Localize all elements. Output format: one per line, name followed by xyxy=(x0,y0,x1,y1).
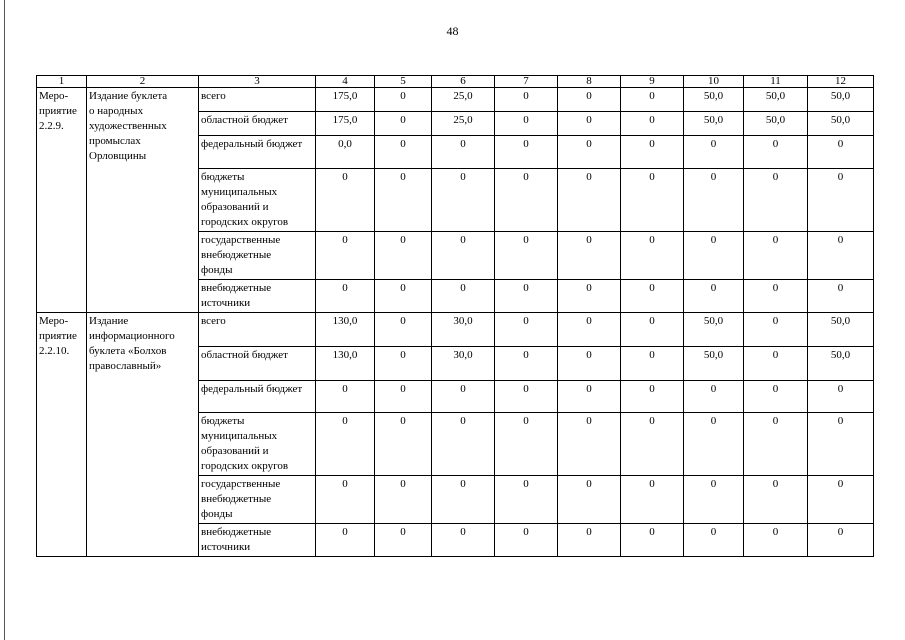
column-header-3: 3 xyxy=(199,76,316,88)
column-header-12: 12 xyxy=(808,76,874,88)
value-cell: 0 xyxy=(432,381,495,413)
value-cell: 0 xyxy=(432,136,495,169)
value-cell: 50,0 xyxy=(808,112,874,136)
value-cell: 0 xyxy=(684,136,744,169)
value-cell: 0 xyxy=(375,169,432,232)
value-cell: 0 xyxy=(375,88,432,112)
value-cell: 0 xyxy=(432,169,495,232)
value-cell: 0 xyxy=(495,347,558,381)
value-cell: 0 xyxy=(495,413,558,476)
value-cell: 0 xyxy=(316,476,375,524)
value-cell: 0 xyxy=(621,232,684,280)
value-cell: 0 xyxy=(621,524,684,557)
page-left-edge xyxy=(4,0,5,640)
value-cell: 0 xyxy=(316,381,375,413)
column-header-2: 2 xyxy=(87,76,199,88)
value-cell: 0 xyxy=(375,136,432,169)
value-cell: 0 xyxy=(808,169,874,232)
measure-code: Меро- приятие 2.2.9. xyxy=(37,88,87,313)
value-cell: 0 xyxy=(375,112,432,136)
value-cell: 0 xyxy=(621,88,684,112)
funding-source: внебюджетные источники xyxy=(199,280,316,313)
value-cell: 50,0 xyxy=(684,313,744,347)
column-header-11: 11 xyxy=(744,76,808,88)
value-cell: 0 xyxy=(558,313,621,347)
value-cell: 0 xyxy=(744,136,808,169)
value-cell: 50,0 xyxy=(808,347,874,381)
funding-source: всего xyxy=(199,313,316,347)
value-cell: 0 xyxy=(621,476,684,524)
funding-source: всего xyxy=(199,88,316,112)
value-cell: 0 xyxy=(744,280,808,313)
measure-name: Издание информационного буклета «Болхов православный» xyxy=(87,313,199,557)
value-cell: 50,0 xyxy=(684,88,744,112)
measure-name: Издание буклета о народных художественных промыслах Орловщины xyxy=(87,88,199,313)
value-cell: 0 xyxy=(558,524,621,557)
value-cell: 0 xyxy=(558,112,621,136)
funding-source: областной бюджет xyxy=(199,112,316,136)
value-cell: 0 xyxy=(432,413,495,476)
value-cell: 0 xyxy=(808,413,874,476)
budget-table xyxy=(36,75,874,557)
value-cell: 0 xyxy=(316,524,375,557)
value-cell: 0 xyxy=(621,169,684,232)
value-cell: 50,0 xyxy=(808,88,874,112)
value-cell: 0 xyxy=(558,169,621,232)
value-cell: 0 xyxy=(744,169,808,232)
value-cell: 0 xyxy=(558,413,621,476)
value-cell: 0 xyxy=(375,413,432,476)
value-cell: 0 xyxy=(621,381,684,413)
funding-source: внебюджетные источники xyxy=(199,524,316,557)
column-header-1: 1 xyxy=(37,76,87,88)
value-cell: 0 xyxy=(744,347,808,381)
value-cell: 0 xyxy=(558,347,621,381)
header-row xyxy=(37,76,874,88)
value-cell: 0,0 xyxy=(316,136,375,169)
value-cell: 25,0 xyxy=(432,112,495,136)
value-cell: 50,0 xyxy=(684,347,744,381)
table-body xyxy=(37,76,874,557)
column-header-10: 10 xyxy=(684,76,744,88)
value-cell: 0 xyxy=(684,280,744,313)
value-cell: 0 xyxy=(744,232,808,280)
value-cell: 0 xyxy=(316,232,375,280)
value-cell: 0 xyxy=(744,524,808,557)
value-cell: 0 xyxy=(808,280,874,313)
value-cell: 0 xyxy=(432,524,495,557)
value-cell: 0 xyxy=(621,347,684,381)
value-cell: 0 xyxy=(744,413,808,476)
value-cell: 0 xyxy=(375,313,432,347)
value-cell: 30,0 xyxy=(432,313,495,347)
value-cell: 0 xyxy=(495,169,558,232)
value-cell: 0 xyxy=(432,280,495,313)
value-cell: 0 xyxy=(558,88,621,112)
value-cell: 0 xyxy=(375,476,432,524)
value-cell: 50,0 xyxy=(684,112,744,136)
measure-code: Меро- приятие 2.2.10. xyxy=(37,313,87,557)
funding-source: государственные внебюджетные фонды xyxy=(199,232,316,280)
value-cell: 0 xyxy=(744,313,808,347)
value-cell: 130,0 xyxy=(316,313,375,347)
value-cell: 0 xyxy=(495,232,558,280)
value-cell: 0 xyxy=(495,381,558,413)
value-cell: 0 xyxy=(375,381,432,413)
funding-source: федеральный бюджет xyxy=(199,381,316,413)
funding-source: бюджеты муниципальных образований и городских округов xyxy=(199,413,316,476)
value-cell: 0 xyxy=(375,347,432,381)
value-cell: 0 xyxy=(375,524,432,557)
funding-source: бюджеты муниципальных образований и городских округов xyxy=(199,169,316,232)
value-cell: 50,0 xyxy=(808,313,874,347)
value-cell: 0 xyxy=(621,280,684,313)
column-header-6: 6 xyxy=(432,76,495,88)
value-cell: 50,0 xyxy=(744,88,808,112)
value-cell: 0 xyxy=(621,413,684,476)
column-header-4: 4 xyxy=(316,76,375,88)
value-cell: 0 xyxy=(684,169,744,232)
column-header-9: 9 xyxy=(621,76,684,88)
value-cell: 25,0 xyxy=(432,88,495,112)
value-cell: 0 xyxy=(808,381,874,413)
value-cell: 0 xyxy=(495,136,558,169)
value-cell: 0 xyxy=(558,280,621,313)
funding-source: областной бюджет xyxy=(199,347,316,381)
value-cell: 0 xyxy=(495,112,558,136)
page-number: 48 xyxy=(446,24,459,38)
column-header-7: 7 xyxy=(495,76,558,88)
value-cell: 0 xyxy=(495,524,558,557)
table-row xyxy=(37,88,874,112)
value-cell: 0 xyxy=(316,169,375,232)
value-cell: 50,0 xyxy=(744,112,808,136)
value-cell: 0 xyxy=(375,232,432,280)
funding-source: государственные внебюджетные фонды xyxy=(199,476,316,524)
value-cell: 0 xyxy=(744,381,808,413)
value-cell: 130,0 xyxy=(316,347,375,381)
column-header-5: 5 xyxy=(375,76,432,88)
value-cell: 0 xyxy=(558,381,621,413)
value-cell: 0 xyxy=(558,476,621,524)
value-cell: 0 xyxy=(495,476,558,524)
value-cell: 0 xyxy=(558,232,621,280)
value-cell: 0 xyxy=(495,88,558,112)
value-cell: 0 xyxy=(375,280,432,313)
value-cell: 175,0 xyxy=(316,112,375,136)
value-cell: 0 xyxy=(808,524,874,557)
value-cell: 0 xyxy=(621,112,684,136)
value-cell: 0 xyxy=(432,232,495,280)
value-cell: 0 xyxy=(684,476,744,524)
value-cell: 0 xyxy=(744,476,808,524)
value-cell: 30,0 xyxy=(432,347,495,381)
value-cell: 0 xyxy=(558,136,621,169)
value-cell: 0 xyxy=(808,232,874,280)
column-header-8: 8 xyxy=(558,76,621,88)
value-cell: 0 xyxy=(621,136,684,169)
value-cell: 0 xyxy=(495,280,558,313)
value-cell: 0 xyxy=(495,313,558,347)
value-cell: 0 xyxy=(808,476,874,524)
value-cell: 175,0 xyxy=(316,88,375,112)
table-row xyxy=(37,313,874,347)
value-cell: 0 xyxy=(684,381,744,413)
value-cell: 0 xyxy=(432,476,495,524)
value-cell: 0 xyxy=(684,524,744,557)
value-cell: 0 xyxy=(684,413,744,476)
value-cell: 0 xyxy=(808,136,874,169)
value-cell: 0 xyxy=(316,413,375,476)
value-cell: 0 xyxy=(684,232,744,280)
value-cell: 0 xyxy=(621,313,684,347)
value-cell: 0 xyxy=(316,280,375,313)
funding-source: федеральный бюджет xyxy=(199,136,316,169)
